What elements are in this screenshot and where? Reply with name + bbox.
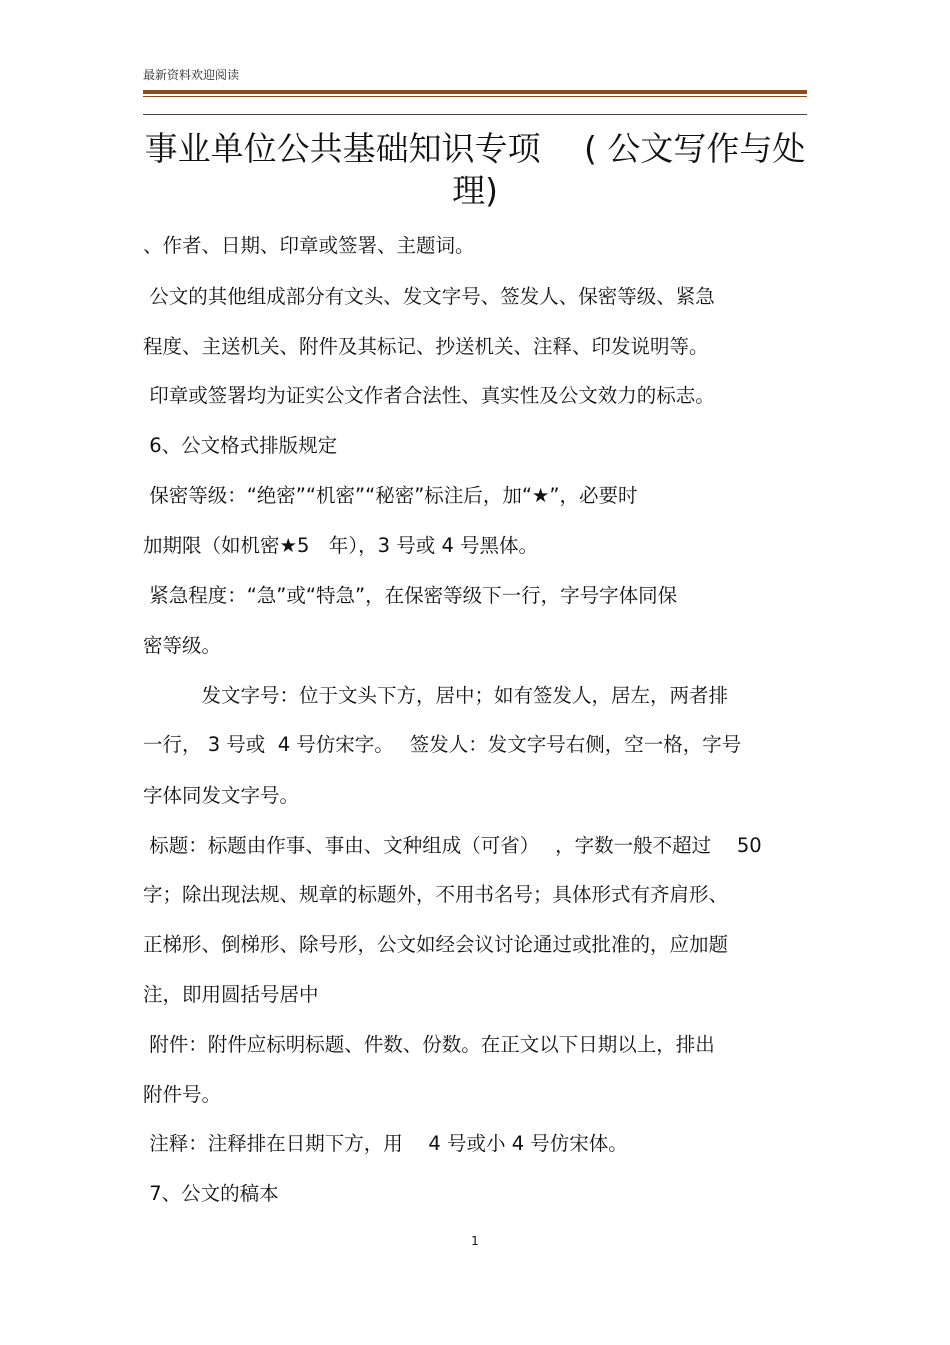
body-line: 印章或签署均为证实公文作者合法性、真实性及公文效力的标志。: [143, 384, 715, 407]
header-rule-thick: [143, 90, 807, 94]
running-header: 最新资料欢迎阅读: [143, 68, 240, 82]
body-line: 程度、主送机关、附件及其标记、抄送机关、注释、印发说明等。: [143, 335, 709, 358]
title-line-1: 事业单位公共基础知识专项 ( 公文写作与处: [144, 129, 806, 168]
page-number: 1: [471, 1234, 479, 1248]
header-rule-bottom: [143, 114, 807, 115]
document-title: [130, 128, 820, 212]
body-line: 字；除出现法规、规章的标题外，不用书名号；具体形式有齐肩形、: [143, 883, 729, 906]
body-line: 一行， 3 号或 4 号仿宋字。 签发人：发文字号右侧，空一格，字号: [143, 733, 742, 756]
body-line: 正梯形、倒梯形、除号形，公文如经会议讨论通过或批准的，应加题: [143, 933, 729, 956]
body-line: 发文字号：位于文头下方，居中；如有签发人，居左，两者排: [143, 684, 729, 707]
body-line: 字体同发文字号。: [143, 784, 300, 807]
title-line-2: 理): [452, 171, 498, 210]
body-line: 附件号。: [143, 1083, 222, 1106]
body-line: 公文的其他组成部分有文头、发文字号、签发人、保密等级、紧急: [143, 285, 715, 308]
body-line: 注，即用圆括号居中: [143, 983, 319, 1006]
body-line: 7、公文的稿本: [143, 1182, 279, 1205]
header-rule-thin: [143, 96, 807, 97]
body-line: 、作者、日期、印章或签署、主题词。: [143, 234, 475, 257]
body-line: 标题：标题由作事、事由、文种组成（可省） ，字数一般不超过 50: [143, 834, 762, 857]
body-line: 密等级。: [143, 634, 222, 657]
body-line: 紧急程度：“急”或“特急”，在保密等级下一行，字号字体同保: [143, 584, 678, 607]
body-line: 加期限（如机密★5 年），3 号或 4 号黑体。: [143, 534, 539, 557]
body-line: 附件：附件应标明标题、件数、份数。在正文以下日期以上，排出: [143, 1033, 715, 1056]
body-line: 注释：注释排在日期下方，用 4 号或小 4 号仿宋体。: [143, 1132, 628, 1155]
body-line: 保密等级：“绝密”“机密”“秘密”标注后，加“★”，必要时: [143, 484, 638, 507]
body-line: 6、公文格式排版规定: [143, 434, 338, 457]
